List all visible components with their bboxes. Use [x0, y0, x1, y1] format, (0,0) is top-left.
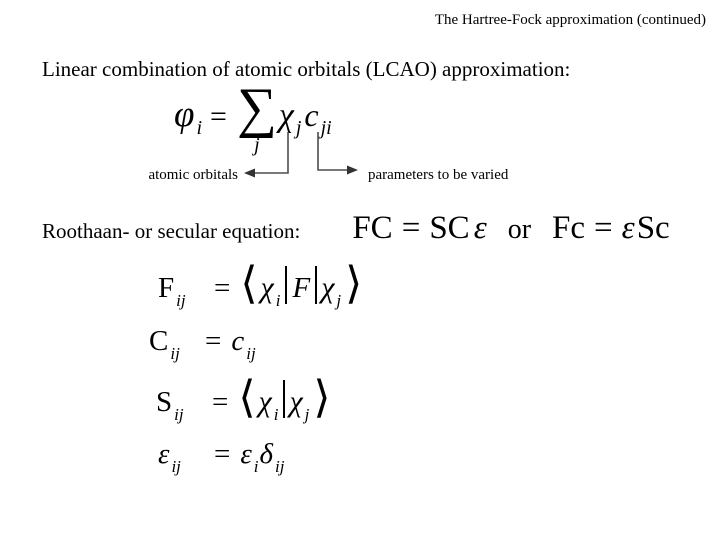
F-symbol: F	[158, 272, 175, 304]
chi-subscript: i	[275, 291, 281, 310]
phi-symbol: φ	[174, 94, 195, 135]
fock-lhs	[158, 272, 208, 310]
vertical-bar	[315, 266, 317, 304]
vertical-bar	[283, 380, 285, 418]
fc-vector-lhs: Fc	[552, 210, 586, 246]
left-angle-bracket: ⟨	[240, 258, 258, 309]
slide-header-title: The Hartree-Fock approximation (continued)	[434, 12, 706, 28]
coefficient-matrix-equation	[149, 325, 257, 363]
chi-subscript: j	[295, 117, 302, 139]
sigma-symbol: ∑	[236, 77, 277, 139]
equals-sign: =	[594, 210, 613, 246]
epsilon-subscript: i	[253, 457, 259, 476]
or-word: or	[507, 214, 532, 245]
c-subscript: ij	[246, 344, 256, 363]
fock-matrix-element-equation	[158, 258, 363, 310]
equals-sign: =	[401, 210, 421, 246]
coefficient-subscript: ji	[320, 117, 332, 139]
C-subscript: ij	[170, 344, 180, 363]
roothaan-vector-form	[552, 212, 670, 245]
equals-sign: =	[214, 272, 231, 304]
coefficient-lhs	[149, 325, 199, 363]
S-subscript: ij	[174, 405, 184, 424]
right-angle-bracket: ⟩	[345, 258, 363, 309]
fc-matrix-lhs: FC	[352, 210, 393, 246]
roothaan-heading: Roothaan- or secular equation:	[42, 219, 301, 243]
c-symbol: c	[231, 325, 245, 357]
fock-operator-symbol: F	[292, 272, 311, 304]
S-symbol: S	[156, 386, 173, 418]
delta-symbol: δ	[259, 438, 274, 470]
parameters-label: parameters to be varied	[368, 167, 509, 183]
epsilon-symbol: ε	[158, 438, 170, 470]
chi-symbol: χ	[289, 385, 303, 418]
energy-matrix-equation	[158, 438, 285, 476]
sc-vector-rhs: Sc	[636, 210, 670, 246]
chi-subscript: j	[304, 405, 310, 424]
roothaan-equation-row	[42, 212, 670, 245]
delta-subscript: ij	[275, 457, 285, 476]
vertical-bar	[285, 266, 287, 304]
overlap-lhs	[156, 386, 206, 424]
energy-lhs	[158, 438, 208, 476]
chi-subscript: j	[336, 291, 342, 310]
right-angle-bracket: ⟩	[313, 372, 331, 423]
epsilon-subscript: ij	[171, 457, 181, 476]
epsilon-symbol: ε	[621, 210, 635, 246]
roothaan-matrix-form	[352, 212, 486, 245]
chi-symbol: χ	[321, 271, 335, 304]
chi-symbol: χ	[278, 97, 294, 134]
epsilon-symbol: ε	[473, 210, 487, 246]
chi-symbol: χ	[260, 271, 274, 304]
phi-subscript: i	[196, 117, 203, 139]
summation-index: j	[254, 134, 260, 157]
equals-sign: =	[212, 386, 229, 418]
equals-sign: =	[214, 438, 231, 470]
C-symbol: C	[149, 325, 169, 357]
sc-matrix-rhs: SC	[429, 210, 470, 246]
epsilon-symbol: ε	[240, 438, 252, 470]
atomic-orbitals-label: atomic orbitals	[148, 167, 238, 183]
overlap-matrix-equation	[156, 372, 331, 424]
equals-sign: =	[210, 100, 227, 133]
equals-sign: =	[205, 325, 222, 357]
lcao-heading: Linear combination of atomic orbitals (LCAO) approximation:	[42, 57, 571, 81]
coefficient-symbol: c	[304, 97, 319, 133]
chi-symbol: χ	[258, 385, 272, 418]
chi-subscript: i	[273, 405, 279, 424]
F-subscript: ij	[176, 291, 186, 310]
left-angle-bracket: ⟨	[238, 372, 256, 423]
